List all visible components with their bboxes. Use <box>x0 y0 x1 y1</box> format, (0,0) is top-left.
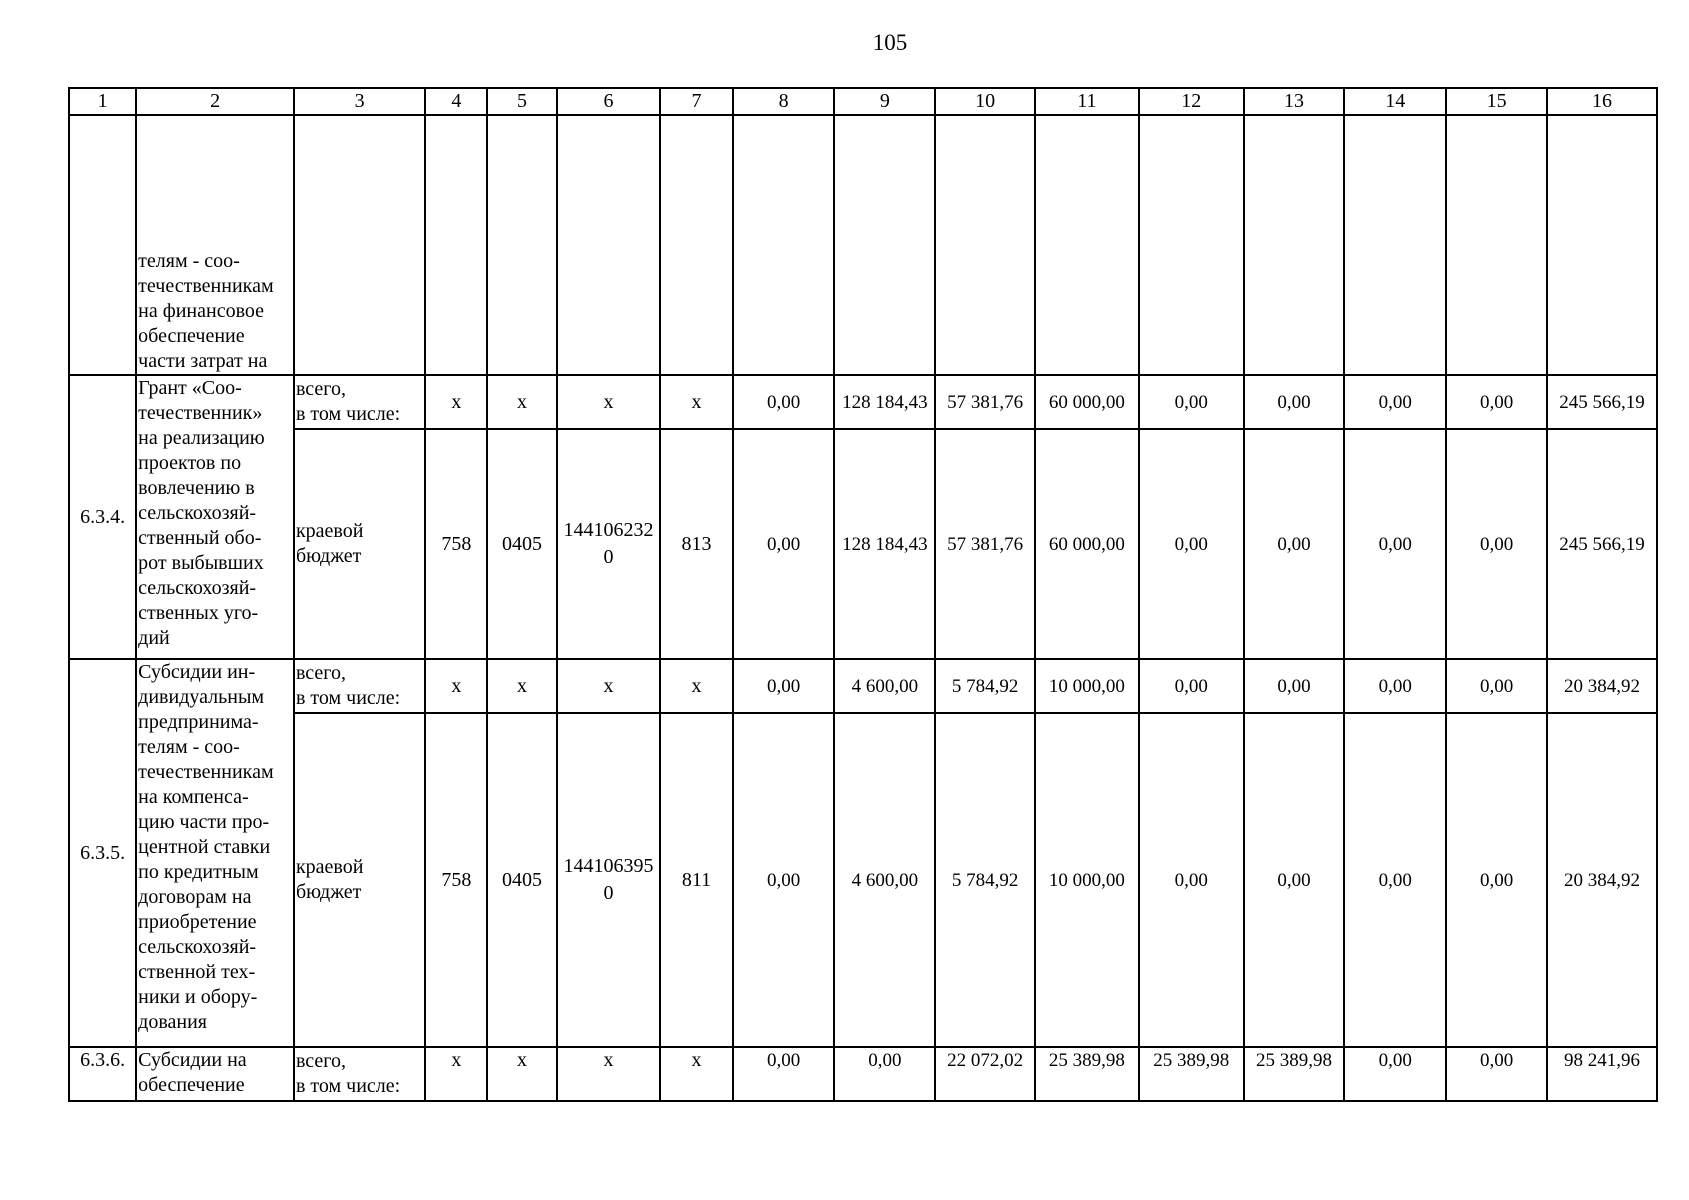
cell: 4 600,00 <box>834 713 935 1047</box>
cell: x <box>557 1047 661 1101</box>
cell: 0,00 <box>1139 659 1244 713</box>
column-header: 2 <box>136 88 294 115</box>
item-name: телям - соо- течественникам на финансовое обеспечение части затрат на <box>136 115 294 375</box>
cell: 0405 <box>487 713 556 1047</box>
cell: 144106395 0 <box>557 713 661 1047</box>
cell: 25 389,98 <box>1244 1047 1345 1101</box>
cell: 0,00 <box>1344 659 1446 713</box>
cell: x <box>660 659 732 713</box>
cell: 813 <box>660 429 732 659</box>
item-number: 6.3.4. <box>69 375 136 659</box>
cell: 0,00 <box>1139 375 1244 429</box>
funding-source: всего, в том числе: <box>294 1047 425 1101</box>
cell: 245 566,19 <box>1547 375 1657 429</box>
cell: 20 384,92 <box>1547 659 1657 713</box>
cell: 0,00 <box>1446 375 1547 429</box>
column-header: 6 <box>557 88 661 115</box>
cell: 128 184,43 <box>834 429 935 659</box>
cell: 144106232 0 <box>557 429 661 659</box>
item-number: 6.3.5. <box>69 659 136 1047</box>
cell: 0,00 <box>1139 429 1244 659</box>
column-header: 13 <box>1244 88 1345 115</box>
column-header: 11 <box>1035 88 1139 115</box>
cell: 5 784,92 <box>935 659 1035 713</box>
column-header: 3 <box>294 88 425 115</box>
cell: x <box>425 375 487 429</box>
item-name: Грант «Соо- течественник» на реализацию проектов по вовлечению в сельскохозяй- ственный обо- рот выбывших сельскохозяй- ственных уго- дий <box>136 375 294 659</box>
cell: 60 000,00 <box>1035 375 1139 429</box>
continuation-row <box>69 115 1657 375</box>
item-name: Субсидии на обеспечение <box>136 1047 294 1101</box>
column-header: 10 <box>935 88 1035 115</box>
table-row <box>69 659 1657 713</box>
cell: 0,00 <box>1446 429 1547 659</box>
cell: 25 389,98 <box>1035 1047 1139 1101</box>
cell: 57 381,76 <box>935 429 1035 659</box>
cell: x <box>487 659 556 713</box>
cell: 245 566,19 <box>1547 429 1657 659</box>
budget-table <box>68 87 1658 1102</box>
cell: x <box>557 375 661 429</box>
cell: 0,00 <box>733 1047 835 1101</box>
cell: 57 381,76 <box>935 375 1035 429</box>
cell: 4 600,00 <box>834 659 935 713</box>
column-header: 8 <box>733 88 835 115</box>
cell: 0,00 <box>1244 713 1345 1047</box>
cell: 22 072,02 <box>935 1047 1035 1101</box>
column-header: 14 <box>1344 88 1446 115</box>
cell: 0,00 <box>1446 659 1547 713</box>
cell: 0,00 <box>1344 429 1446 659</box>
cell: 0,00 <box>1446 1047 1547 1101</box>
cell: 0,00 <box>733 659 835 713</box>
cell: 5 784,92 <box>935 713 1035 1047</box>
cell: 811 <box>660 713 732 1047</box>
funding-source: всего, в том числе: <box>294 659 425 713</box>
cell: 20 384,92 <box>1547 713 1657 1047</box>
table-row <box>69 713 1657 1047</box>
cell: 0,00 <box>1344 713 1446 1047</box>
cell: 128 184,43 <box>834 375 935 429</box>
cell: x <box>425 1047 487 1101</box>
column-header: 16 <box>1547 88 1657 115</box>
cell: 0,00 <box>1244 375 1345 429</box>
cell: 0,00 <box>733 375 835 429</box>
table-row <box>69 1047 1657 1101</box>
cell: x <box>557 659 661 713</box>
column-header: 12 <box>1139 88 1244 115</box>
cell: x <box>487 1047 556 1101</box>
item-name: Субсидии ин- дивидуальным предпринима- телям - соо- течественникам на компенса- цию части про- центной ставки по кредитным договорам на приобретение сельскохозяй- ственной тех- ники и обору- дования <box>136 659 294 1047</box>
cell: x <box>660 375 732 429</box>
cell: 0,00 <box>733 713 835 1047</box>
cell: 0,00 <box>733 429 835 659</box>
table-row <box>69 429 1657 659</box>
cell: 758 <box>425 429 487 659</box>
cell: 25 389,98 <box>1139 1047 1244 1101</box>
cell: 98 241,96 <box>1547 1047 1657 1101</box>
column-header: 7 <box>660 88 732 115</box>
funding-source: краевой бюджет <box>294 429 425 659</box>
cell: 0,00 <box>834 1047 935 1101</box>
cell: 0,00 <box>1446 713 1547 1047</box>
column-header: 15 <box>1446 88 1547 115</box>
cell: x <box>425 659 487 713</box>
column-number-row <box>69 88 1657 115</box>
table-row <box>69 375 1657 429</box>
column-header: 4 <box>425 88 487 115</box>
cell: 0,00 <box>1344 375 1446 429</box>
cell: x <box>660 1047 732 1101</box>
cell: 758 <box>425 713 487 1047</box>
item-number: 6.3.6. <box>69 1047 136 1101</box>
cell: 0405 <box>487 429 556 659</box>
cell: 60 000,00 <box>1035 429 1139 659</box>
cell: 0,00 <box>1344 1047 1446 1101</box>
column-header: 1 <box>69 88 136 115</box>
cell: 10 000,00 <box>1035 659 1139 713</box>
column-header: 5 <box>487 88 556 115</box>
cell: x <box>487 375 556 429</box>
funding-source: всего, в том числе: <box>294 375 425 429</box>
cell: 0,00 <box>1244 429 1345 659</box>
funding-source: краевой бюджет <box>294 713 425 1047</box>
page-number: 105 <box>872 30 908 55</box>
column-header: 9 <box>834 88 935 115</box>
cell: 0,00 <box>1244 659 1345 713</box>
cell: 10 000,00 <box>1035 713 1139 1047</box>
cell: 0,00 <box>1139 713 1244 1047</box>
